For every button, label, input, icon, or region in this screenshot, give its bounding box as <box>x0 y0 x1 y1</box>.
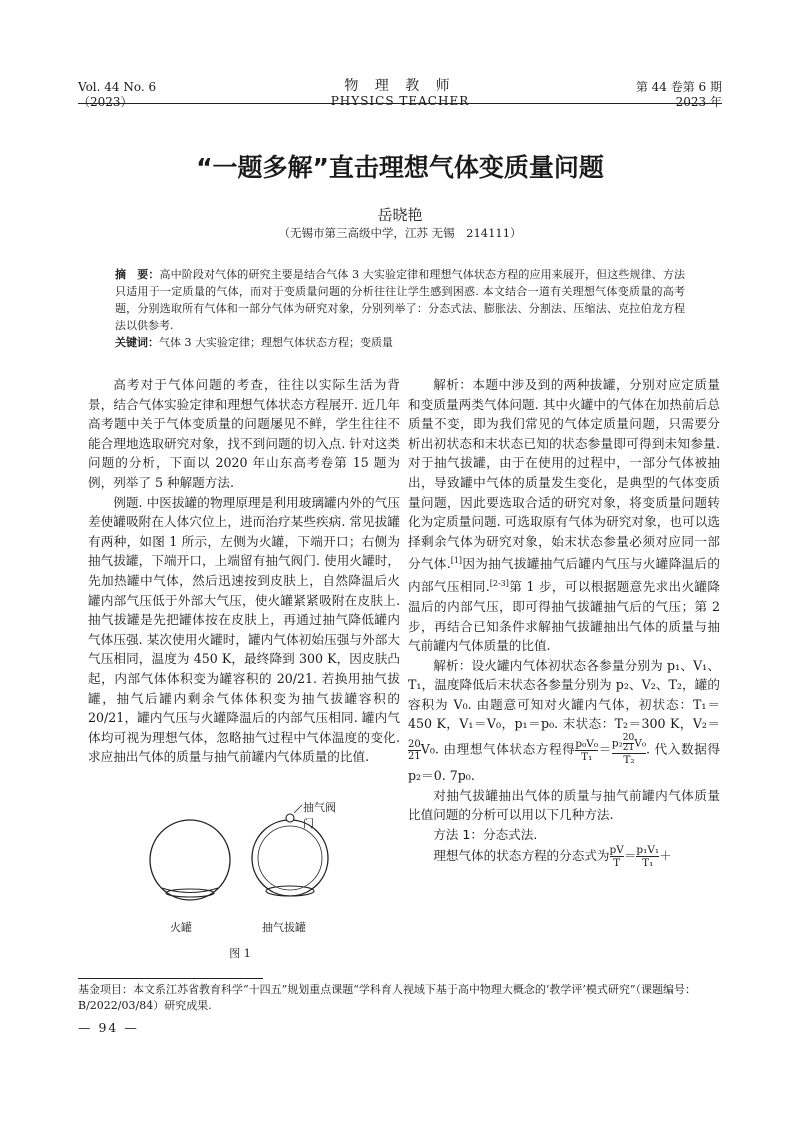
fraction-p1v1-t1: $\frac{\text{p₁V₁}}{\text{T₁}}$ <box>636 844 660 870</box>
article-title: “一题多解”直击理想气体变质量问题 <box>196 153 604 182</box>
analysis-paragraph: 解析：本题中涉及到的两种拔罐，分别对应定质量和变质量两类气体问题. 其中火罐中的气体在加热前后总质量不变，即为我们常见的气体定质量问题，只需要分析出初状态和末状态已知的状态参量即可得到未知参量. 对于抽气拔罐，由于在使用的过程中，一部分气体被抽出，导致罐中气体的质量发生变化，是典型的气体变质量问题，因此要选取合适的研究对象，将变质量问题转化为定质量问题. 可选取原有气体为研究对象，也可以选择剩余气体为研究对象，始末状态参量必须对应同一部分气体.[1]因为抽气拔罐抽气后罐内气压与火罐降温后的内部气压相同.[2-3]第 1 步，可以根据题意先求出火罐降温后的内部气压，即可得抽气拔罐抽气后的气压；第 2 步，再结合已知条件求解抽气拔罐抽出气体的质量与抽气前罐内气体质量的比值. <box>408 377 720 654</box>
header-volume: Vol. 44 No. 6 （2023） <box>78 80 157 109</box>
header-journal: 物 理 教 师 PHYSICS TEACHER <box>330 78 470 108</box>
citation-1: [1] <box>450 556 463 566</box>
abstract <box>115 266 685 351</box>
equation-rhs: p₂ $\frac{20}{21}$ V₀ T₂ <box>611 733 647 767</box>
abstract-label: 摘 要： <box>115 268 160 281</box>
suction-cup-label: 抽气拔罐 <box>262 921 306 934</box>
valve-label: 抽气阀门 <box>303 801 336 830</box>
method-1-text: 理想气体的状态方程的分态式为 $\frac{pV}{T}$ ＝ $\frac{\text{p₁V₁}}{\text{T₁}}$ ＋ <box>433 844 672 870</box>
fraction-pv-t: $\frac{pV}{T}$ <box>609 844 624 870</box>
figure-1 <box>140 775 340 970</box>
header-issue: 第 44 卷第 6 期 2023 年 <box>635 80 722 109</box>
page-number: — 94 — <box>78 1020 139 1035</box>
abstract-text: 高中阶段对气体的研究主要是结合气体 3 大实验定律和理想气体状态方程的应用来展开，但这些规律、方法只适用于一定质量的气体，而对于变质量问题的分析往往让学生感到困惑. 本文结合一道有关理想气体变质量的高考题，分别选取所有气体和一部分气体为研究对象，分别列举了：分态式法、膨胀法、分割法、压缩法、克拉伯龙方程法以供参考. <box>115 268 686 332</box>
example-paragraph: 例题. 中医拔罐的物理原理是利用玻璃罐内外的气压差使罐吸附在人体穴位上，进而治疗某些疾病. 常见拔罐有两种，如图 1 所示，左侧为火罐，下端开口；右侧为抽气拔罐，下端开口，上端留有抽气阀门. 使用火罐时，先加热罐中气体，然后迅速按到皮肤上，自然降温后火罐内部气压低于外部大气压，使火罐紧紧吸附在皮肤上. 抽气拔罐是先把罐体按在皮肤上，再通过抽气降低罐内气体压强. 某次使用火罐时，罐内气体初始压强与外部大气压相同，温度为 450 K，最终降到 300 K，因皮肤凸起，内部气体体积变为罐容积的 20/21. 若换用抽气拔罐，抽气后罐内剩余气体体积变为抽气拔罐容积的 20/21，罐内气压与火罐降温后的内部气压相同. 罐内气体均可视为理想气体，忽略抽气过程中气体温度的变化. 求应抽出气体的质量与抽气前罐内气体质量的比值. <box>88 494 400 765</box>
author-name: 岳晓艳 <box>377 206 423 224</box>
solution-paragraph: 解析：设火罐内气体初状态各参量分别为 p₁、V₁、T₁，温度降低后末状态各参量分别为 p₂、V₂、T₂，罐的容积为 V₀. 由题意可知对火罐内气体，初状态：T₁＝450 K，V₁＝V₀，p₁＝p₀. 末状态：T₂＝300 K，V₂＝ $\frac{20}{21}$ V₀. 由理想气体状态方程得 $\frac{\text{p₀V₀}}{\text{T₁}}$ ＝ p₂ $\frac{20}{21}$ V₀ T₂ . 代入数据得 p₂＝0. 7p₀. <box>408 657 720 784</box>
funding-footnote: 基金项目：本文系江苏省教育科学“十四五”规划重点课题“学科育人视域下基于高中物理大概念的‘教学评’模式研究”（课题编号：B/2022/03/84）研究成果. <box>78 983 696 1012</box>
method-1-heading: 方法 1：分态式法. <box>433 826 538 842</box>
header-rule <box>78 103 722 104</box>
equation-lhs: $\frac{\text{p₀V₀}}{\text{T₁}}$ <box>575 737 599 763</box>
right-column <box>408 375 720 869</box>
fraction-20-21: $\frac{20}{21}$ <box>408 738 421 762</box>
footnote-rule <box>78 978 263 979</box>
figure-caption: 图 1 <box>229 947 251 960</box>
fire-cup-label: 火罐 <box>170 921 192 934</box>
keywords-text: 气体 3 大实验定律；理想气体状态方程；变质量 <box>159 336 393 349</box>
keywords-label: 关键词： <box>115 336 159 349</box>
author-affiliation: （无锡市第三高级中学，江苏 无锡 214111） <box>278 226 522 240</box>
left-column <box>88 375 400 767</box>
citation-2-3: [2-3] <box>489 579 509 589</box>
intro-paragraph: 高考对于气体问题的考查，往往以实际生活为背景，结合气体实验定律和理想气体状态方程展开. 近几年高考题中关于气体变质量的问题屡见不鲜，学生往往不能合理地选取研究对象，找不到问题的切入点. 针对这类问题的分析，下面以 2020 年山东高考卷第 15 题为例，列举了 5 种解题方法. <box>88 377 400 490</box>
methods-intro: 对抽气拔罐抽出气体的质量与抽气前罐内气体质量比值问题的分析可以用以下几种方法. <box>408 787 720 823</box>
